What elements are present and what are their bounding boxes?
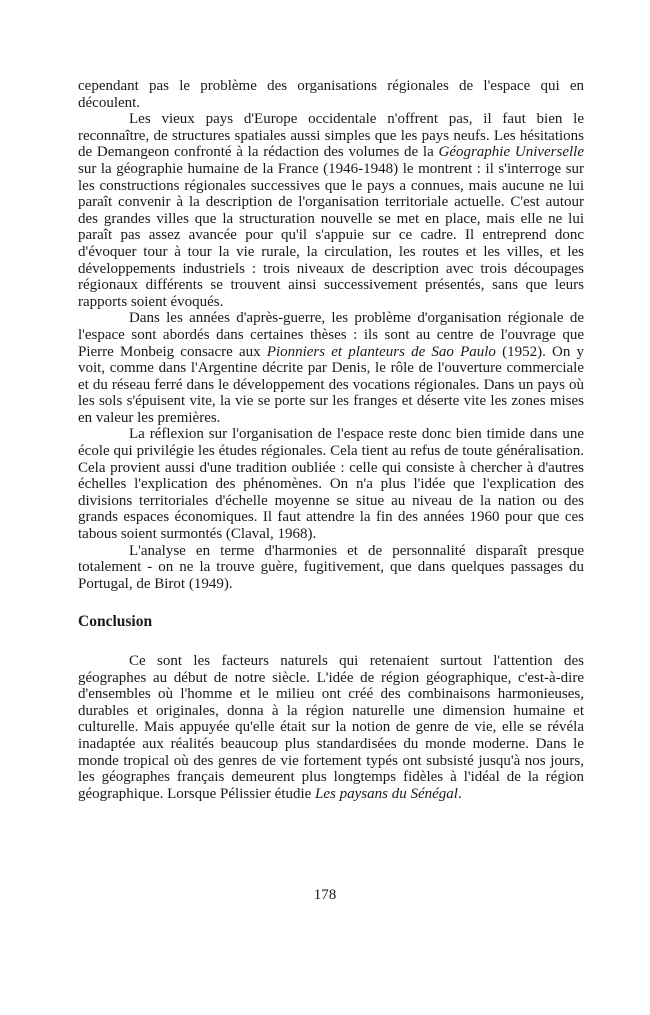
paragraph-text: Dans les années d'après-guerre, les problème d'organisation régionale de l'espace sont abordés dans certaines thèses : ils sont au centre de l'ouvrage que Pierre Monbeig consacre aux: [78, 310, 584, 360]
paragraph-text: Les vieux pays d'Europe occidentale n'offrent pas, il faut bien le reconnaître, de structures spatiales aussi simples que les pays neufs. Les hésitations de Demangeon confronté à la rédaction des volumes de la: [78, 111, 584, 161]
book-title: Géographie Universelle: [438, 144, 585, 161]
paragraph-text: (1952). On y voit, comme dans l'Argentine décrite par Denis, le rôle de l'ouverture commerciale et du réseau ferré dans le développement des vocations régionales. Dans un pays où les sols s'épuisent vite, la vie se porte sur les franges et déserte vite les zones mises en valeur les premières.: [78, 343, 585, 426]
paragraph-monbeig: [78, 310, 584, 426]
paragraph-continuation: [78, 78, 584, 111]
book-title: Les paysans du Sénégal: [315, 785, 458, 802]
paragraph-analyse: [78, 543, 584, 593]
page-number: 178: [313, 887, 337, 903]
paragraph-demangeon: [78, 111, 584, 310]
paragraph-text: .: [457, 785, 462, 802]
page-body: [78, 78, 584, 802]
book-title: Pionniers et planteurs de Sao Paulo: [266, 343, 496, 360]
paragraph-text: sur la géographie humaine de la France (1946-1948) le montrent : il s'interroge sur les constructions régionales successives que le pays a connues, mais aucune ne lui paraît convenir à la description de l'organisation territoriale actuelle. C'est autour des grandes villes que la structuration nouvelle se met en place, mais elle ne lui paraît pas assez avancée pour qu'il s'appuie sur ce cadre. Il entreprend donc d'évoquer tour à tour la vie rurale, la circulation, les routes et les villes, et les développements industriels : trois niveaux de description avec trois découpages régionaux différents se trouvent ainsi successivement présentés, sans que leurs rapports soient évoqués.: [78, 160, 584, 310]
paragraph-conclusion: [78, 653, 584, 802]
section-heading: Conclusion: [78, 613, 153, 631]
paragraph-text: L'analyse en terme d'harmonies et de personnalité disparaît presque totalement - on ne la trouve guère, fugitivement, que dans quelques passages du Portugal, de Birot (1949).: [78, 542, 584, 592]
paragraph-text: cependant pas le problème des organisations régionales de l'espace qui en découlent.: [78, 78, 584, 111]
paragraph-reflexion: [78, 426, 584, 542]
paragraph-text: Ce sont les facteurs naturels qui retenaient surtout l'attention des géographes au début de notre siècle. L'idée de région géographique, c'est-à-dire d'ensembles où l'homme et le milieu ont créé des combinaisons harmonieuses, durables et originales, donna à la région naturelle une dimension humaine et culturelle. Mais appuyée qu'elle était sur la notion de genre de vie, elle se révéla inadaptée aux réalités beaucoup plus standardisées du monde moderne. Dans le monde tropical où des genres de vie fortement typés ont subsisté jusqu'à nos jours, les géographes français demeurent plus longtemps fidèles à l'idéal de la région géographique. Lorsque Pélissier étudie: [78, 653, 584, 802]
paragraph-text: La réflexion sur l'organisation de l'espace reste donc bien timide dans une école qui privilégie les études régionales. Cela tient au refus de toute généralisation. Cela provient aussi d'une tradition oubliée : celle qui consiste à chercher à d'autres échelles l'explication des phénomènes. On n'a plus l'idée que l'explication des divisions territoriales d'échelle moyenne se situe au niveau de la nation ou des grands espaces économiques. Il faut attendre la fin des années 1960 pour que ces tabous soient surmontés (Claval, 1968).: [78, 426, 584, 543]
